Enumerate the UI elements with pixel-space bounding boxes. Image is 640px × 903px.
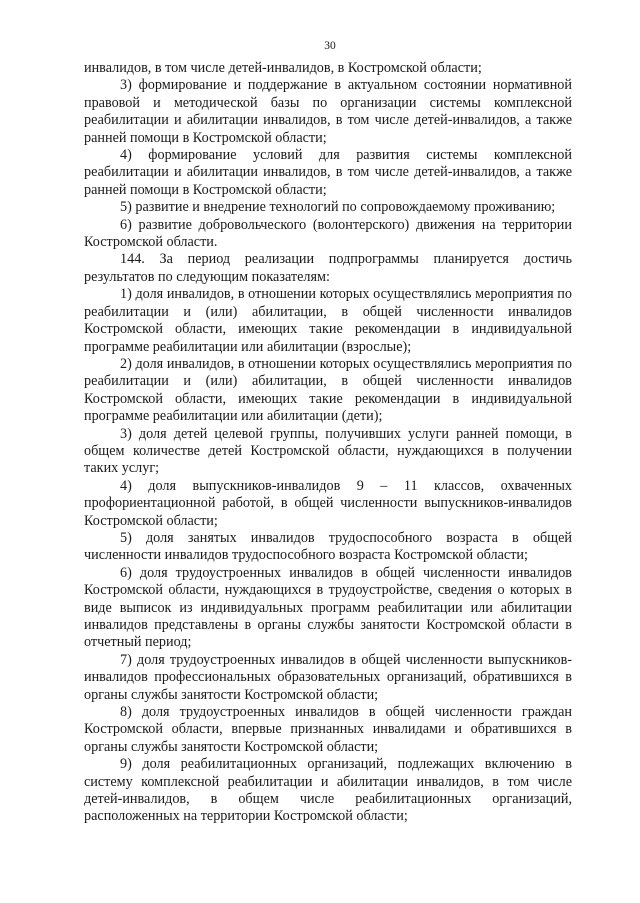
paragraph: 8) доля трудоустроенных инвалидов в общей численности граждан Костромской области, впервые признанных инвалидами и обратившихся в органы службы занятости Костромской области; bbox=[84, 704, 572, 755]
paragraph: 7) доля трудоустроенных инвалидов в общей численности выпускников-инвалидов профессиональных образовательных организаций, обратившихся в органы службы занятости Костромской области; bbox=[84, 651, 572, 703]
paragraph: 3) доля детей целевой группы, получивших услуги ранней помощи, в общем количестве детей Костромской области, нуждающихся в получении таких услуг; bbox=[84, 425, 572, 477]
document-body bbox=[84, 60, 572, 826]
page-number: 30 bbox=[324, 40, 336, 52]
paragraph: 6) развитие добровольческого (волонтерского) движения на территории Костромской области. bbox=[84, 216, 572, 251]
paragraph: 9) доля реабилитационных организаций, подлежащих включению в систему комплексной реабилитации и абилитации инвалидов, в том числе детей-инвалидов, в общем числе реабилитационных организаций, расположенных на территории Костромской области; bbox=[84, 756, 572, 825]
paragraph-continuation: инвалидов, в том числе детей-инвалидов, в Костромской области; bbox=[84, 60, 482, 76]
paragraph: 3) формирование и поддержание в актуальном состоянии нормативной правовой и методической базы по организации системы комплексной реабилитации и абилитации инвалидов, в том числе детей-инвалидов, а также ранней помощи в Костромской области; bbox=[84, 77, 572, 146]
paragraph: 5) доля занятых инвалидов трудоспособного возраста в общей численности инвалидов трудоспособного возраста Костромской области; bbox=[84, 529, 572, 564]
paragraph: 4) доля выпускников-инвалидов 9 – 11 классов, охваченных профориентационной работой, в общей численности выпускников-инвалидов Костромской области; bbox=[84, 477, 572, 529]
paragraph: 1) доля инвалидов, в отношении которых осуществлялись мероприятия по реабилитации и (или) абилитации, в общей численности инвалидов Костромской области, имеющих такие рекомендации в индивидуальной программе реабилитации или абилитации (взрослые); bbox=[84, 286, 572, 355]
paragraph: 6) доля трудоустроенных инвалидов в общей численности инвалидов Костромской области, нуждающихся в трудоустройстве, сведения о которых в виде выписок из индивидуальных программ реабилитации или абилитации инвалидов представлены в органы службы занятости Костромской области в отчетный период; bbox=[84, 564, 572, 651]
paragraph: 5) развитие и внедрение технологий по сопровождаемому проживанию; bbox=[120, 199, 556, 216]
paragraph: 144. За период реализации подпрограммы планируется достичь результатов по следующим показателям: bbox=[84, 251, 572, 285]
paragraph: 4) формирование условий для развития системы комплексной реабилитации и абилитации инвалидов, в том числе детей-инвалидов, а также ранней помощи в Костромской области; bbox=[84, 147, 572, 198]
paragraph: 2) доля инвалидов, в отношении которых осуществлялись мероприятия по реабилитации и (или) абилитации, в общей численности инвалидов Костромской области, имеющих такие рекомендации в индивидуальной программе реабилитации или абилитации (дети); bbox=[84, 355, 572, 425]
